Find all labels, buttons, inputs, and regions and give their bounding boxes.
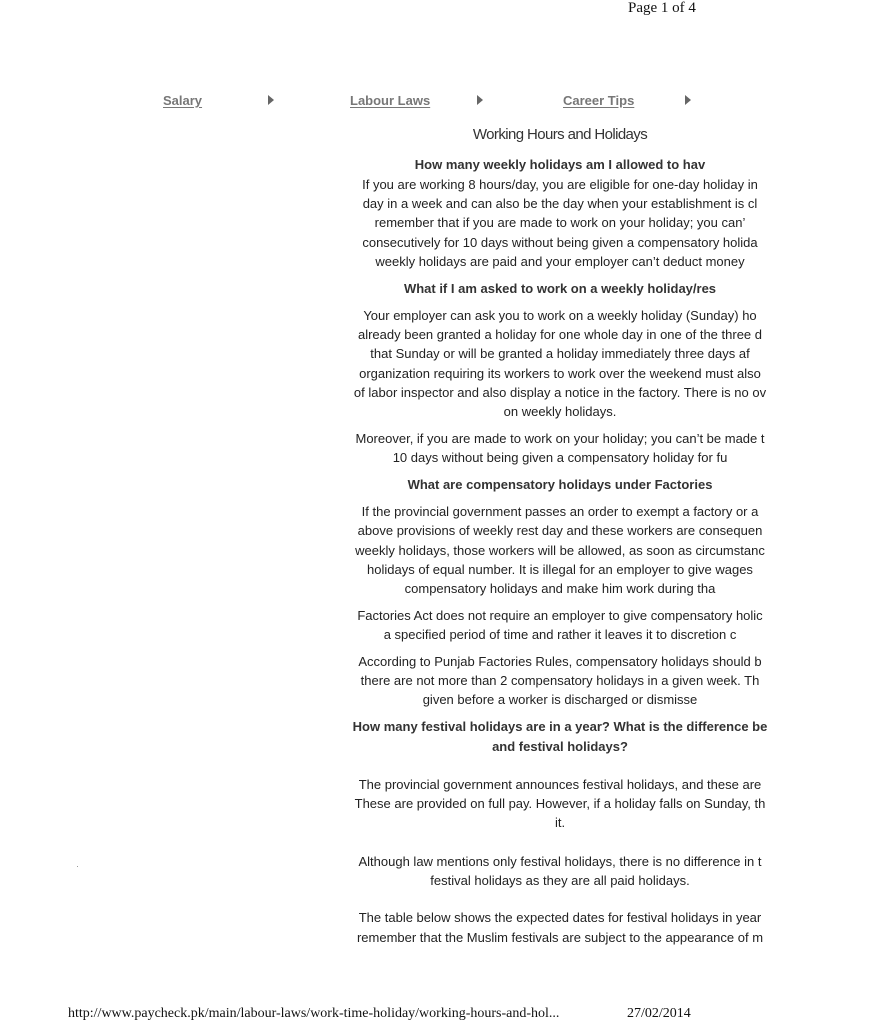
nav-link-labour-laws[interactable]: Labour Laws xyxy=(350,93,431,108)
paragraph-line: organization requiring its workers to work over the weekend must also xyxy=(359,366,761,381)
question-heading: and festival holidays? xyxy=(492,739,628,754)
paragraph-line: Moreover, if you are made to work on your holiday; you can’t be made t xyxy=(355,431,765,446)
nav-link-career-tips[interactable]: Career Tips xyxy=(563,93,635,108)
paragraph-line: day in a week and can also be the day when your establishment is cl xyxy=(362,196,758,211)
footer-date: 27/02/2014 xyxy=(627,1006,691,1021)
paragraph-line: The table below shows the expected dates for festival holidays in year xyxy=(358,910,762,925)
paragraph-line: remember that if you are made to work on your holiday; you can’ xyxy=(374,215,746,230)
paragraph-line: 10 days without being given a compensatory holiday for fu xyxy=(392,450,728,465)
paragraph-line: of labor inspector and also display a notice in the factory. There is no ov xyxy=(353,385,767,400)
paragraph-line: Although law mentions only festival holidays, there is no difference in t xyxy=(358,854,762,869)
question-heading: How many festival holidays are in a year? What is the difference be xyxy=(352,719,768,734)
paragraph-line: remember that the Muslim festivals are subject to the appearance of m xyxy=(356,930,764,945)
footer-url: http://www.paycheck.pk/main/labour-laws/work-time-holiday/working-hours-and-hol... xyxy=(68,1006,560,1021)
paragraph-line: Your employer can ask you to work on a weekly holiday (Sunday) ho xyxy=(363,308,757,323)
paragraph-line: The provincial government announces festival holidays, and these are xyxy=(358,777,762,792)
paragraph-line: weekly holidays are paid and your employer can’t deduct money xyxy=(375,254,745,269)
paragraph-line: weekly holidays, those workers will be allowed, as soon as circumstanc xyxy=(355,543,765,558)
page-number: Page 1 of 4 xyxy=(628,0,696,16)
paragraph-line: that Sunday or will be granted a holiday immediately three days af xyxy=(370,346,750,361)
speck xyxy=(77,866,78,867)
question-heading: What are compensatory holidays under Factories xyxy=(407,477,713,492)
question-heading: How many weekly holidays am I allowed to hav xyxy=(414,157,706,172)
paragraph-line: on weekly holidays. xyxy=(503,404,617,419)
paragraph-line: If you are working 8 hours/day, you are eligible for one-day holiday in xyxy=(362,177,758,192)
paragraph-line: given before a worker is discharged or dismisse xyxy=(422,692,698,707)
question-heading: What if I am asked to work on a weekly holiday/res xyxy=(403,281,717,296)
nav-link-salary[interactable]: Salary xyxy=(163,93,203,108)
paragraph-line: it. xyxy=(554,815,566,830)
paragraph-line: These are provided on full pay. However, if a holiday falls on Sunday, th xyxy=(354,796,766,811)
paragraph-line: festival holidays as they are all paid holidays. xyxy=(430,873,690,888)
paragraph-line: holidays of equal number. It is illegal for an employer to give wages xyxy=(367,562,753,577)
paragraph-line: compensatory holidays and make him work during tha xyxy=(404,581,716,596)
paragraph-line: above provisions of weekly rest day and these workers are consequen xyxy=(357,523,763,538)
paragraph-line: According to Punjab Factories Rules, compensatory holidays should b xyxy=(358,654,762,669)
paragraph-line: consecutively for 10 days without being given a compensatory holida xyxy=(362,235,758,250)
paragraph-line: already been granted a holiday for one whole day in one of the three d xyxy=(357,327,762,342)
paragraph-line: Factories Act does not require an employer to give compensatory holic xyxy=(357,608,763,623)
paragraph-line: If the provincial government passes an order to exempt a factory or a xyxy=(361,504,759,519)
paragraph-line: there are not more than 2 compensatory holidays in a given week. Th xyxy=(360,673,760,688)
paragraph-line: a specified period of time and rather it leaves it to discretion c xyxy=(383,627,737,642)
article-title: Working Hours and Holidays xyxy=(472,126,648,143)
